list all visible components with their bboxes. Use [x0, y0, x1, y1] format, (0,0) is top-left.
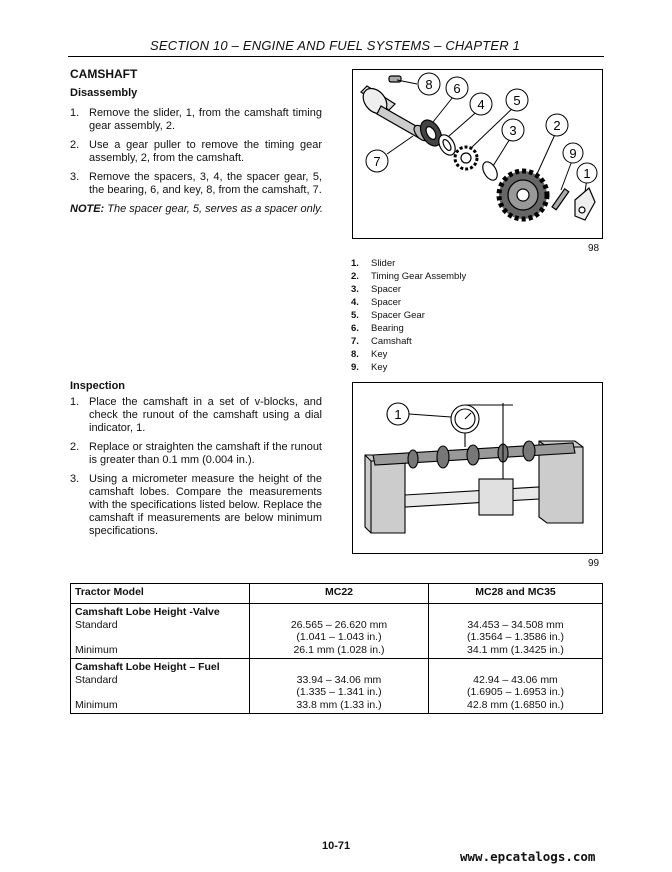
note-text: The spacer gear, 5, serves as a spacer only. [107, 203, 323, 215]
page-number: 10-71 [322, 840, 351, 852]
inspection-heading: Inspection [70, 380, 126, 392]
section-heading: CAMSHAFT [70, 67, 138, 81]
legend-item: 1. Slider [351, 258, 396, 269]
column-header: MC28 and MC35 [429, 584, 603, 604]
callout-3: 3 [509, 123, 517, 138]
callout-8: 8 [425, 77, 433, 92]
figure-number: 98 [588, 243, 600, 254]
legend-item: 7. Camshaft [351, 336, 412, 347]
figure-99-runout-check [352, 382, 603, 554]
disassembly-steps [70, 107, 322, 203]
table-cell: 42.94 – 43.06 mm (1.6905 – 1.6953 in.) 42.8 mm (1.6850 in.) [429, 659, 603, 714]
table-cell: 33.94 – 34.06 mm (1.335 – 1.341 in.) 33.8 mm (1.33 in.) [250, 659, 429, 714]
legend-item: 6. Bearing [351, 323, 404, 334]
column-header: MC22 [250, 584, 429, 604]
list-item: 1. Remove the slider, 1, from the camshaft timing gear assembly, 2. [70, 107, 322, 132]
legend-item: 3. Spacer [351, 284, 402, 295]
callout-4: 4 [477, 97, 485, 112]
list-item: 3. Using a micrometer measure the height of the camshaft lobes. Compare the measurements with the specifications listed below. Replace the camshaft if measurements are below minimum specifications. [70, 473, 322, 537]
spec-table [70, 583, 603, 714]
column-header: Tractor Model [71, 584, 250, 604]
list-item: 2. Use a gear puller to remove the timing gear assembly, 2, from the camshaft. [70, 139, 322, 164]
list-item: 3. Remove the spacers, 3, 4, the spacer gear, 5, the bearing, 6, and key, 8, from the camshaft, 7. [70, 171, 322, 196]
callout-1: 1 [583, 166, 591, 181]
page-header: SECTION 10 – ENGINE AND FUEL SYSTEMS – CHAPTER 1 [150, 38, 521, 53]
table-header-row [71, 584, 603, 604]
callout-2: 2 [553, 118, 561, 133]
dial-indicator-illustration [353, 383, 602, 553]
callout-7: 7 [373, 154, 381, 169]
disassembly-heading: Disassembly [70, 87, 138, 99]
table-cell: 26.565 – 26.620 mm (1.041 – 1.043 in.) 26.1 mm (1.028 in.) [250, 604, 429, 659]
table-row [71, 604, 603, 659]
watermark-link[interactable]: www.epcatalogs.com [460, 849, 596, 864]
note [70, 203, 330, 215]
figure-number: 99 [588, 558, 600, 569]
camshaft-exploded-illustration [353, 70, 602, 238]
header-rule [68, 56, 604, 57]
table-row [71, 659, 603, 714]
callout-6: 6 [453, 81, 461, 96]
callout-5: 5 [513, 93, 521, 108]
list-item: 1. Place the camshaft in a set of v-blocks, and check the runout of the camshaft using a dial indicator, 1. [70, 396, 322, 434]
figure-legend [351, 257, 466, 374]
legend-item: 9. Key [351, 362, 388, 373]
callout-9: 9 [569, 146, 577, 161]
row-label: Camshaft Lobe Height – Fuel Standard Minimum [71, 659, 250, 714]
table-cell: 34.453 – 34.508 mm (1.3564 – 1.3586 in.) 34.1 mm (1.3425 in.) [429, 604, 603, 659]
note-label: NOTE: [70, 203, 105, 215]
legend-item: 2. Timing Gear Assembly [351, 271, 467, 282]
figure-98-exploded-view [352, 69, 603, 239]
legend-item: 8. Key [351, 349, 388, 360]
row-label: Camshaft Lobe Height -Valve Standard Minimum [71, 604, 250, 659]
inspection-steps [70, 396, 322, 544]
legend-item: 4. Spacer [351, 297, 402, 308]
list-item: 2. Replace or straighten the camshaft if the runout is greater than 0.1 mm (0.004 in.). [70, 441, 322, 466]
callout-1: 1 [394, 407, 402, 422]
legend-item: 5. Spacer Gear [351, 310, 425, 321]
